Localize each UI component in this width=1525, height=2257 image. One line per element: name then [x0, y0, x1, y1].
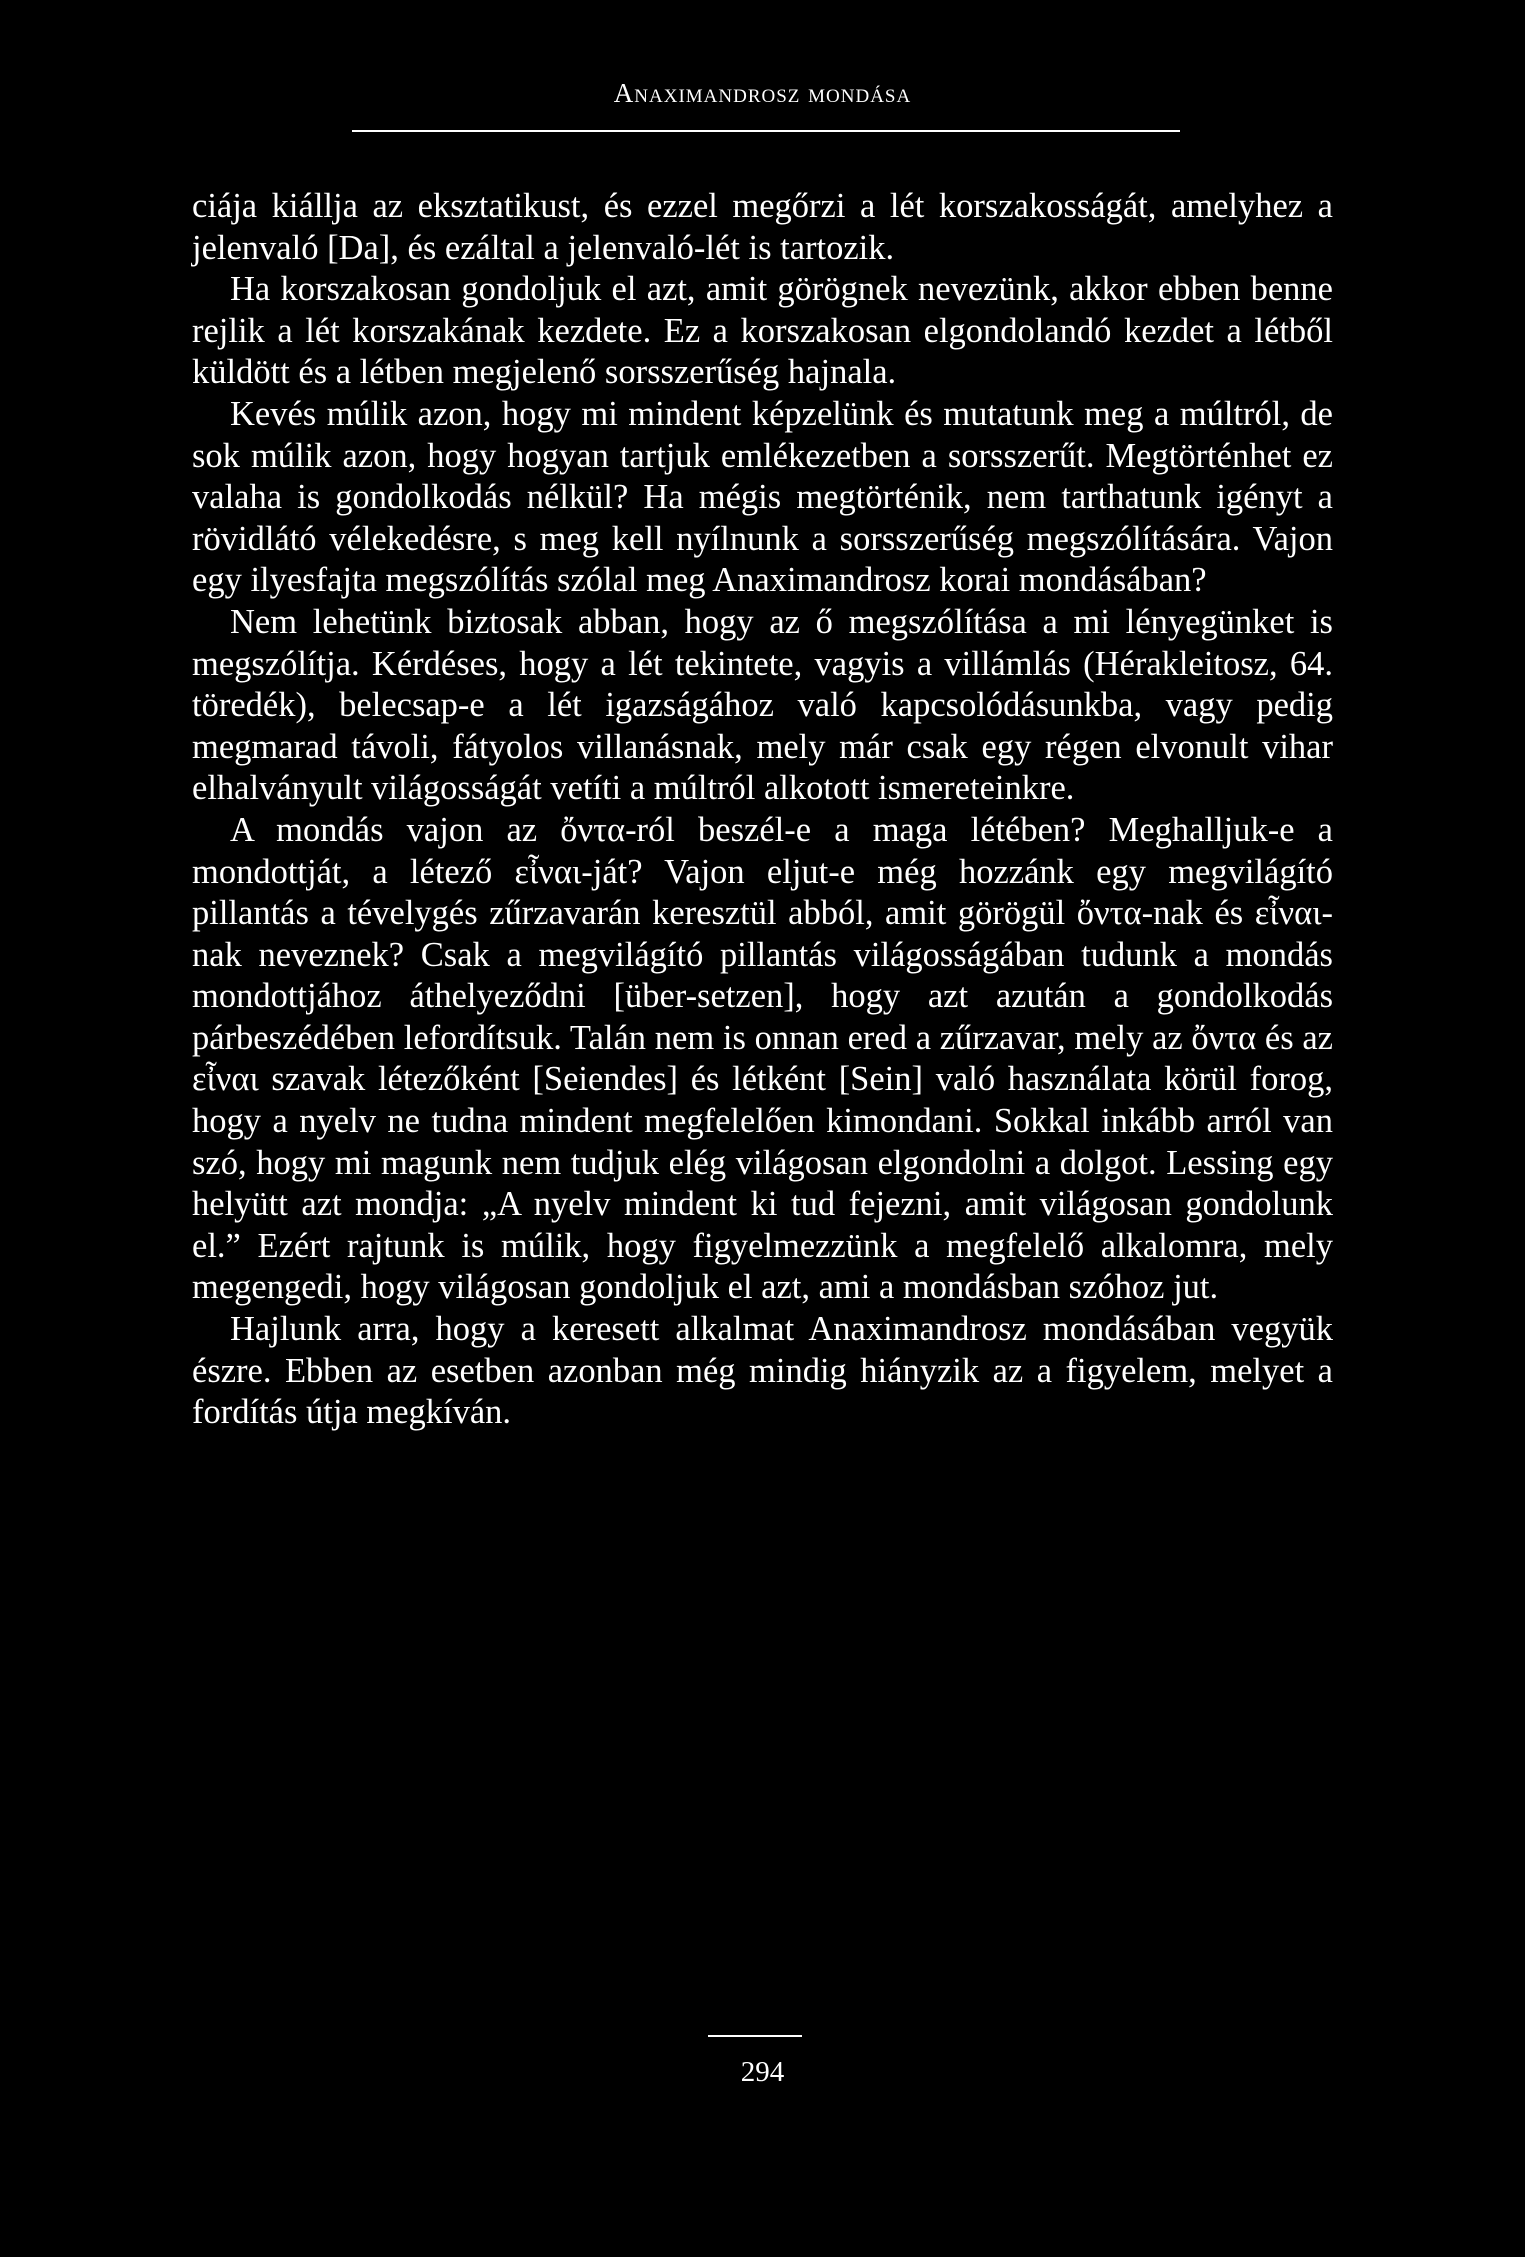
- paragraph: Hajlunk arra, hogy a keresett alkalmat Anaximandrosz mondásában vegyük észre. Ebben az esetben azonban még mindig hiányzik az a figyelem, melyet a fordítás útja megkíván.: [192, 1310, 1333, 1432]
- paragraph: Ha korszakosan gondoljuk el azt, amit görögnek nevezünk, akkor ebben benne rejlik a lét korszakának kezdete. Ez a korszakosan elgondolandó kezdet a létből küldött és a létben megjelenő sorsszerűség hajnala.: [192, 270, 1333, 392]
- paragraph: Nem lehetünk biztosak abban, hogy az ő megszólítása a mi lényegünket is megszólítja. Kérdéses, hogy a lét tekintete, vagyis a villámlás (Hérakleitosz, 64. töredék), belecsap-e a lét igazságához való kapcsolódásunkba, vagy pedig megmarad távoli, fátyolos villanásnak, mely már csak egy régen elvonult vihar elhalványult világosságát vetíti a múltról alkotott ismereteinkre.: [192, 602, 1333, 808]
- header-rule: [352, 130, 1180, 132]
- paragraph: Kevés múlik azon, hogy mi mindent képzelünk és mutatunk meg a múltról, de sok múlik azon, hogy hogyan tartjuk emlékezetben a sorsszerűt. Megtörténhet ez valaha is gondolkodás nélkül? Ha mégis megtörténik, nem tarthatunk igényt a rövidlátó vélekedésre, s meg kell nyílnunk a sorsszerűség megszólítására. Vajon egy ilyesfajta megszólítás szólal meg Anaximandrosz korai mondásában?: [192, 394, 1333, 600]
- running-title: Anaximandrosz mondása: [613, 78, 912, 108]
- paragraph-continued: ciája kiállja az eksztatikust, és ezzel megőrzi a lét korszakosságát, amelyhez a jelenvaló [Da], és ezáltal a jelenvaló-lét is tartozik.: [192, 187, 1333, 267]
- page-number: 294: [740, 2056, 785, 2088]
- footer-rule: [708, 2035, 802, 2037]
- body-text: [192, 186, 1333, 1434]
- paragraph: A mondás vajon az ὄντα-ról beszél-e a maga létében? Meghalljuk-e a mondottját, a létező εἶναι-ját? Vajon eljut-e még hozzánk egy megvilágító pillantás a tévelygés zűrzavarán keresztül abból, amit görögül ὄντα-nak és εἶναι-nak neveznek? Csak a megvilágító pillantás világosságában tudunk a mondás mondottjához áthelyeződni [über-setzen], hogy azt azután a gondolkodás párbeszédében lefordítsuk. Talán nem is onnan ered a zűrzavar, mely az ὄντα és az εἶναι szavak létezőként [Seiendes] és létként [Sein] való használata körül forog, hogy a nyelv ne tudna mindent megfelelően kimondani. Sokkal inkább arról van szó, hogy mi magunk nem tudjuk elég világosan elgondolni a dolgot. Lessing egy helyütt azt mondja: „A nyelv mindent ki tud fejezni, amit világosan gondolunk el.” Ezért rajtunk is múlik, hogy figyelmezzünk a megfelelő alkalomra, mely megengedi, hogy világosan gondoljuk el azt, ami a mondásban szóhoz jut.: [192, 810, 1333, 1307]
